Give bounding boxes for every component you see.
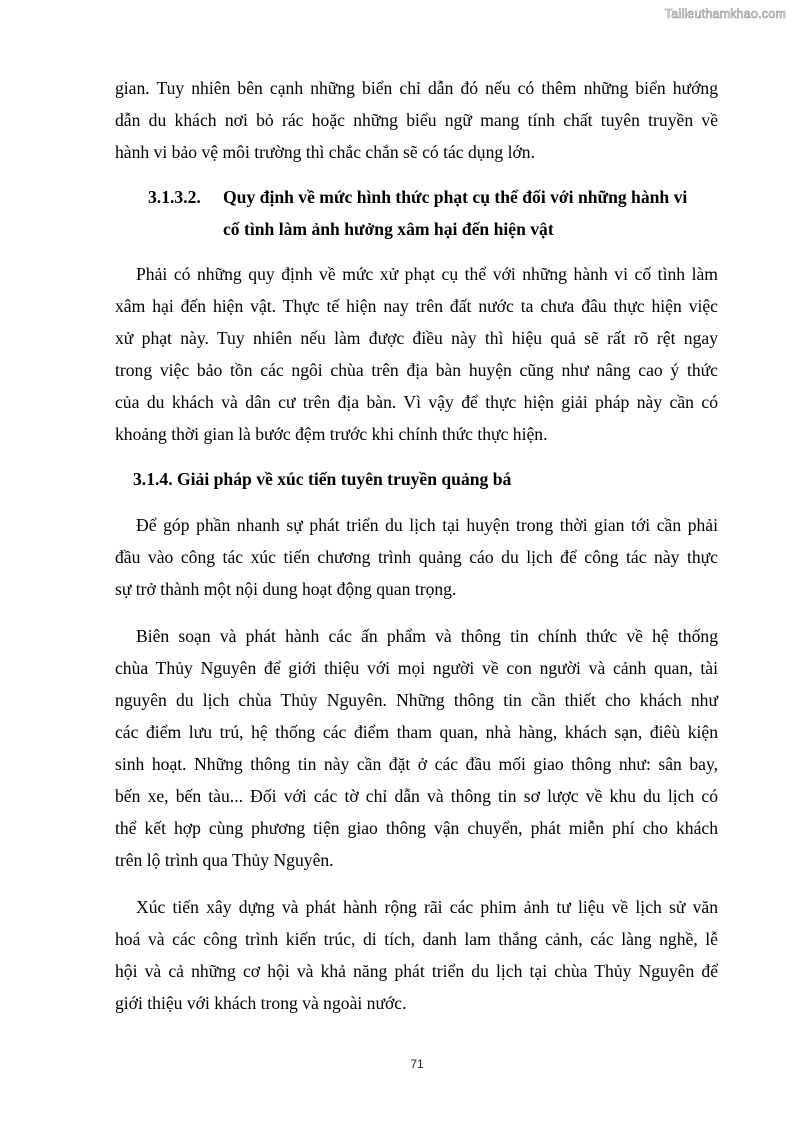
text-line: sinh hoạt. Những thông tin này cần đặt ở các đầu mối giao thông như: sân bay, [115, 754, 718, 774]
text-line: trong việc bảo tồn các ngôi chùa trên địa bàn huyện cũng như nâng cao ý thức [115, 360, 718, 380]
text-line: nguyên du lịch chùa Thủy Nguyên. Những thông tin cần thiết cho khách như [115, 690, 718, 710]
text-line: của du khách và dân cư trên địa bàn. Vì vậy để thực hiện giải pháp này cần có [115, 392, 718, 412]
page-number: 71 [410, 1057, 424, 1071]
text-line: bến xe, bến tàu... Đối với các tờ chỉ dẫn và thông tin sơ lược về khu du lịch có [115, 786, 718, 806]
watermark: Tailieuthamkhao.com [664, 7, 786, 21]
text-line: hành vi bảo vệ môi trường thì chắc chắn sẽ có tác dụng lớn. [115, 142, 535, 162]
text-line: chùa Thủy Nguyên để giới thiệu với mọi người về con người và cảnh quan, tài [115, 658, 718, 678]
text-line: trên lộ trình qua Thủy Nguyên. [115, 850, 334, 870]
text-line: gian. Tuy nhiên bên cạnh những biển chỉ dẫn đó nếu có thêm những biển hướng [115, 78, 718, 98]
section-title-line: cố tình làm ảnh hưởng xâm hại đến hiện vật [223, 219, 554, 239]
section-number: 3.1.3.2. [148, 187, 201, 207]
text-line: xâm hại đến hiện vật. Thực tế hiện nay trên đất nước ta chưa đâu thực hiện việc [115, 296, 718, 316]
text-line: các điểm lưu trú, hệ thống các điểm tham quan, nhà hàng, khách sạn, điêù kiện [115, 722, 718, 742]
section-title-line: Quy định về mức hình thức phạt cụ thể đối với những hành vi [223, 187, 688, 207]
text-line: hội và cả những cơ hội và khả năng phát triển du lịch tại chùa Thủy Nguyên để [115, 961, 718, 981]
text-line: thể kết hợp cùng phương tiện giao thông vận chuyển, phát miễn phí cho khách [115, 818, 718, 838]
text-line: dẫn du khách nơi bỏ rác hoặc những biểu ngữ mang tính chất tuyên truyền về [115, 110, 718, 130]
text-line: đầu vào công tác xúc tiến chương trình quảng cáo du lịch để công tác này thực [115, 547, 718, 567]
text-line: Để góp phần nhanh sự phát triển du lịch tại huyện trong thời gian tới cần phải [136, 515, 718, 535]
text-line: Xúc tiến xây dựng và phát hành rộng rãi các phim ảnh tư liệu về lịch sử văn [136, 897, 718, 917]
text-line: khoảng thời gian là bước đệm trước khi chính thức thực hiện. [115, 424, 548, 444]
section-heading-314: 3.1.4. Giải pháp về xúc tiến tuyên truyền quảng bá [133, 469, 512, 489]
text-line: giới thiệu với khách trong và ngoài nước. [115, 993, 407, 1013]
text-line: hoá và các công trình kiến trúc, di tích, danh lam thắng cảnh, các làng nghề, lễ [115, 929, 718, 949]
text-line: xử phạt này. Tuy nhiên nếu làm được điều này thì hiệu quả sẽ rất rõ rệt ngay [115, 328, 718, 348]
text-line: sự trở thành một nội dung hoạt động quan trọng. [115, 579, 457, 599]
text-line: Phải có những quy định về mức xử phạt cụ thể với những hành vi cố tình làm [136, 264, 718, 284]
text-line: Biên soạn và phát hành các ấn phẩm và thông tin chính thức về hệ thống [136, 626, 718, 646]
